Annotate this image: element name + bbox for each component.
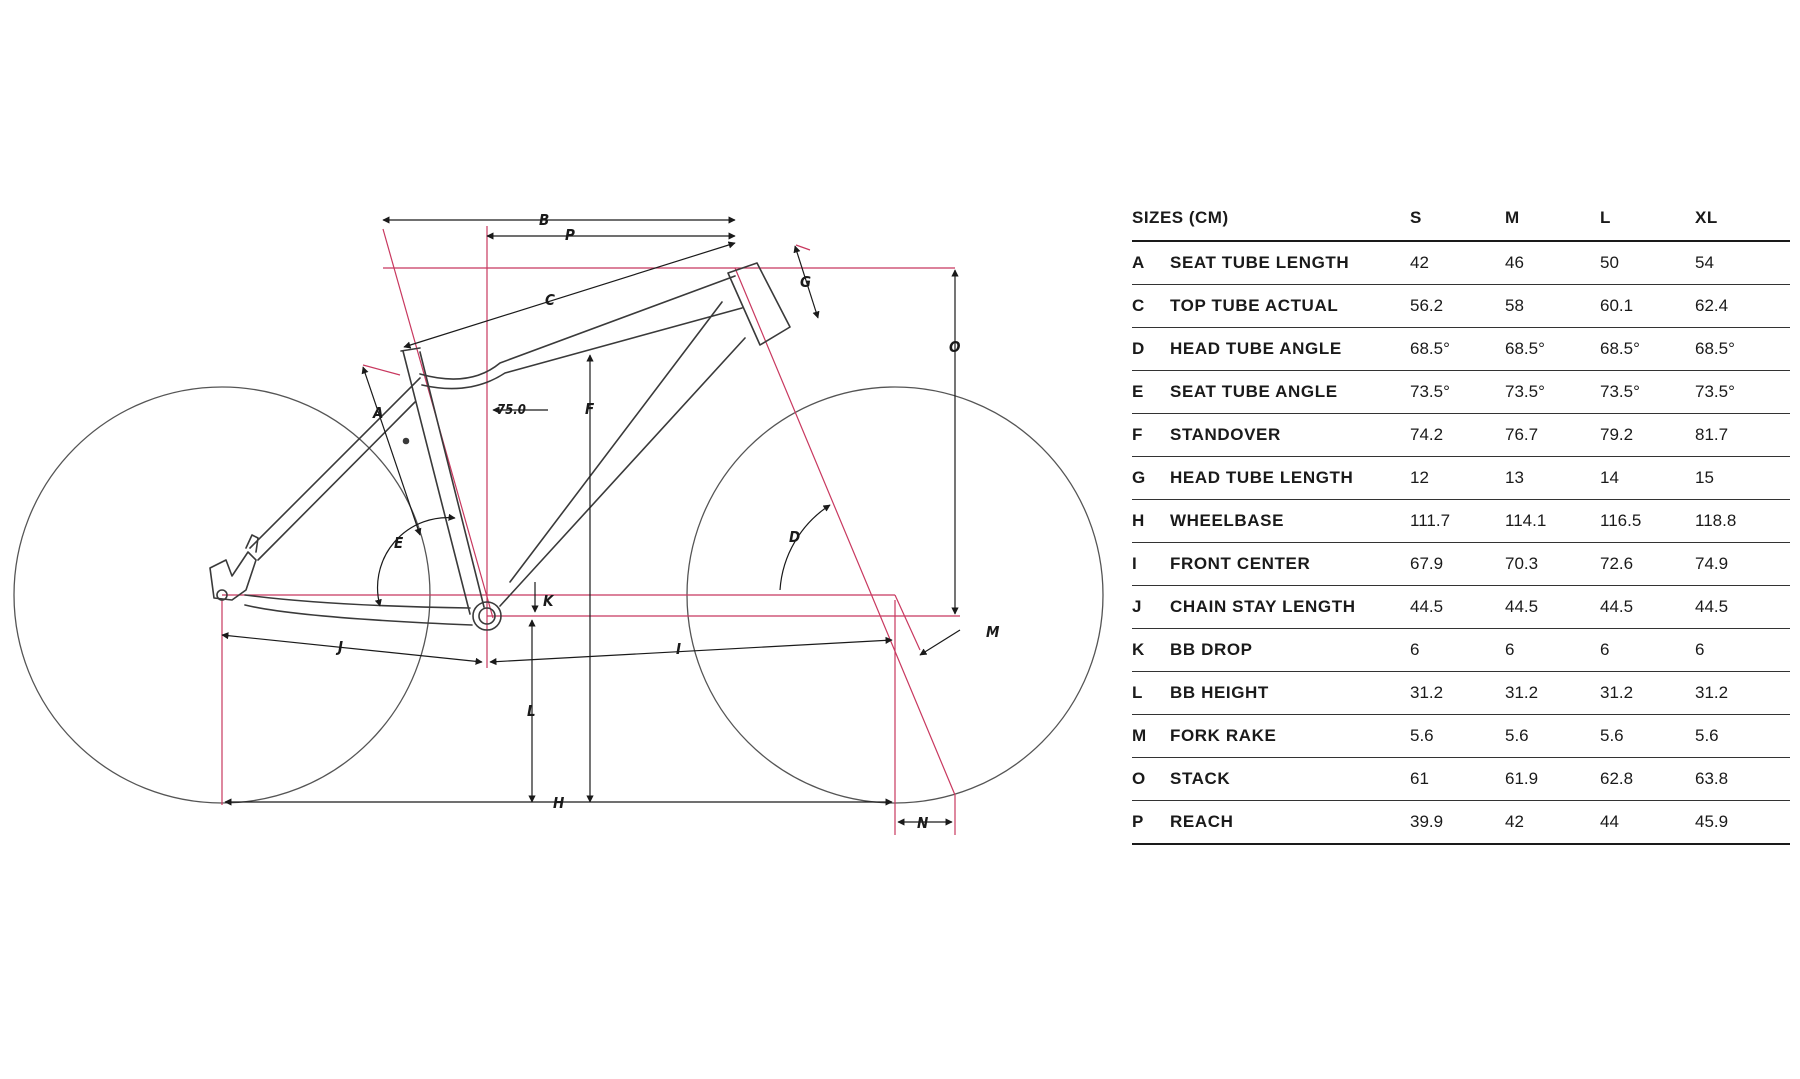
dim-m	[920, 630, 960, 655]
dim-d	[780, 505, 830, 590]
table-row	[1132, 285, 1790, 328]
row-label: BB DROP	[1170, 629, 1410, 672]
cell-size-xl: 118.8	[1695, 500, 1790, 543]
cell-size-l: 44	[1600, 801, 1695, 845]
table-row	[1132, 672, 1790, 715]
row-code: K	[1132, 629, 1170, 672]
cell-size-l: 73.5°	[1600, 371, 1695, 414]
table-row	[1132, 758, 1790, 801]
cell-size-s: 73.5°	[1410, 371, 1505, 414]
cell-size-xl: 62.4	[1695, 285, 1790, 328]
header-size-xl: XL	[1695, 196, 1790, 241]
row-code: C	[1132, 285, 1170, 328]
row-code: F	[1132, 414, 1170, 457]
table-row	[1132, 586, 1790, 629]
cell-size-xl: 5.6	[1695, 715, 1790, 758]
row-label: HEAD TUBE ANGLE	[1170, 328, 1410, 371]
label-k: K	[543, 592, 554, 610]
dimension-letters	[335, 211, 1000, 832]
cell-size-s: 6	[1410, 629, 1505, 672]
table-header-row	[1132, 196, 1790, 241]
cell-size-l: 44.5	[1600, 586, 1695, 629]
cell-size-s: 74.2	[1410, 414, 1505, 457]
cell-size-m: 61.9	[1505, 758, 1600, 801]
cell-size-s: 111.7	[1410, 500, 1505, 543]
cell-size-s: 56.2	[1410, 285, 1505, 328]
cell-size-l: 79.2	[1600, 414, 1695, 457]
dimension-lines	[222, 220, 960, 822]
cell-size-xl: 45.9	[1695, 801, 1790, 845]
cell-size-s: 67.9	[1410, 543, 1505, 586]
label-c: C	[545, 291, 555, 309]
dim-j	[222, 635, 482, 662]
table-row	[1132, 715, 1790, 758]
cell-size-xl: 74.9	[1695, 543, 1790, 586]
row-code: D	[1132, 328, 1170, 371]
geometry-table	[1132, 196, 1790, 845]
row-code: E	[1132, 371, 1170, 414]
dim-i	[490, 640, 892, 662]
row-code: H	[1132, 500, 1170, 543]
label-g: G	[800, 273, 812, 291]
cell-size-l: 72.6	[1600, 543, 1695, 586]
cell-size-xl: 15	[1695, 457, 1790, 500]
header-sizes: SIZES (CM)	[1132, 196, 1410, 241]
cell-size-m: 5.6	[1505, 715, 1600, 758]
row-label: HEAD TUBE LENGTH	[1170, 457, 1410, 500]
cell-size-m: 13	[1505, 457, 1600, 500]
cell-size-m: 42	[1505, 801, 1600, 845]
cell-size-l: 50	[1600, 241, 1695, 285]
cell-size-m: 6	[1505, 629, 1600, 672]
row-label: REACH	[1170, 801, 1410, 845]
row-label: FORK RAKE	[1170, 715, 1410, 758]
cell-size-m: 31.2	[1505, 672, 1600, 715]
cell-size-xl: 63.8	[1695, 758, 1790, 801]
label-h: H	[553, 794, 565, 812]
cell-size-xl: 81.7	[1695, 414, 1790, 457]
row-label: SEAT TUBE LENGTH	[1170, 241, 1410, 285]
row-code: I	[1132, 543, 1170, 586]
row-label: FRONT CENTER	[1170, 543, 1410, 586]
cell-size-xl: 73.5°	[1695, 371, 1790, 414]
cell-size-l: 68.5°	[1600, 328, 1695, 371]
cell-size-m: 46	[1505, 241, 1600, 285]
cell-size-m: 73.5°	[1505, 371, 1600, 414]
cell-size-xl: 54	[1695, 241, 1790, 285]
cell-size-s: 39.9	[1410, 801, 1505, 845]
label-l: L	[527, 702, 536, 720]
table-row	[1132, 500, 1790, 543]
row-code: L	[1132, 672, 1170, 715]
label-j: J	[338, 638, 344, 656]
row-label: WHEELBASE	[1170, 500, 1410, 543]
table-row	[1132, 328, 1790, 371]
row-code: A	[1132, 241, 1170, 285]
table-row	[1132, 543, 1790, 586]
row-code: M	[1132, 715, 1170, 758]
cell-size-xl: 68.5°	[1695, 328, 1790, 371]
cell-size-l: 31.2	[1600, 672, 1695, 715]
label-a: A	[373, 404, 384, 422]
label-seat-angle: 75.0	[497, 403, 526, 418]
cell-size-s: 31.2	[1410, 672, 1505, 715]
row-label: BB HEIGHT	[1170, 672, 1410, 715]
cell-size-xl: 31.2	[1695, 672, 1790, 715]
cell-size-xl: 44.5	[1695, 586, 1790, 629]
cell-size-s: 5.6	[1410, 715, 1505, 758]
cell-size-s: 61	[1410, 758, 1505, 801]
header-size-l: L	[1600, 196, 1695, 241]
row-label: CHAIN STAY LENGTH	[1170, 586, 1410, 629]
header-size-m: M	[1505, 196, 1600, 241]
row-label: STACK	[1170, 758, 1410, 801]
cell-size-m: 114.1	[1505, 500, 1600, 543]
table-row	[1132, 371, 1790, 414]
cell-size-m: 58	[1505, 285, 1600, 328]
row-code: J	[1132, 586, 1170, 629]
table-row	[1132, 457, 1790, 500]
label-f: F	[585, 400, 595, 418]
row-label: STANDOVER	[1170, 414, 1410, 457]
guide-lines	[222, 226, 960, 835]
cell-size-l: 62.8	[1600, 758, 1695, 801]
table-row	[1132, 801, 1790, 845]
label-e: E	[394, 534, 404, 552]
table-row	[1132, 241, 1790, 285]
cell-size-s: 68.5°	[1410, 328, 1505, 371]
cell-size-s: 42	[1410, 241, 1505, 285]
table-row	[1132, 414, 1790, 457]
label-o: O	[949, 338, 961, 356]
table-body	[1132, 241, 1790, 844]
cell-size-l: 5.6	[1600, 715, 1695, 758]
cell-size-l: 6	[1600, 629, 1695, 672]
row-code: O	[1132, 758, 1170, 801]
label-n: N	[917, 814, 929, 832]
cell-size-xl: 6	[1695, 629, 1790, 672]
row-code: G	[1132, 457, 1170, 500]
cell-size-m: 44.5	[1505, 586, 1600, 629]
cell-size-l: 14	[1600, 457, 1695, 500]
label-i: I	[676, 640, 682, 658]
row-label: TOP TUBE ACTUAL	[1170, 285, 1410, 328]
cell-size-s: 44.5	[1410, 586, 1505, 629]
label-b: B	[539, 211, 550, 229]
cell-size-l: 116.5	[1600, 500, 1695, 543]
row-label: SEAT TUBE ANGLE	[1170, 371, 1410, 414]
label-m: M	[986, 623, 1000, 641]
cell-size-s: 12	[1410, 457, 1505, 500]
table-row	[1132, 629, 1790, 672]
cell-size-m: 68.5°	[1505, 328, 1600, 371]
header-size-s: S	[1410, 196, 1505, 241]
label-d: D	[789, 528, 801, 546]
cell-size-m: 70.3	[1505, 543, 1600, 586]
label-p: P	[565, 226, 575, 244]
cell-size-m: 76.7	[1505, 414, 1600, 457]
row-code: P	[1132, 801, 1170, 845]
cell-size-l: 60.1	[1600, 285, 1695, 328]
bike-frame	[210, 263, 790, 630]
dim-e	[378, 518, 455, 606]
